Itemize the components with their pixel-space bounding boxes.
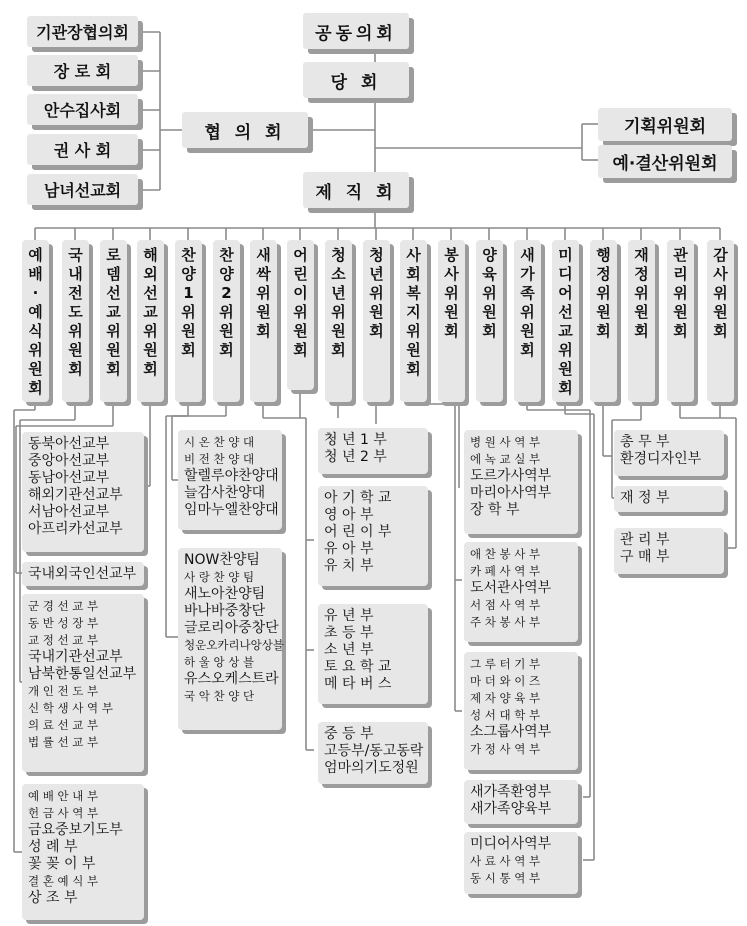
department-item: 유 치 부 — [324, 558, 374, 574]
committee-column — [363, 240, 390, 402]
department-item: 주 차 봉 사 부 — [470, 615, 541, 629]
department-item: 동북아선교부 — [28, 436, 110, 452]
department-item: 아 기 학 교 — [324, 490, 392, 506]
left-body-label: 장 로 회 — [53, 62, 112, 81]
left-body-1 — [27, 55, 138, 86]
left-body-label: 기관장협의회 — [36, 23, 129, 42]
education-3-list — [318, 722, 428, 784]
committee-column — [514, 240, 541, 402]
committee-name: 해 외 선 교 위 원 회 — [143, 246, 158, 378]
department-item: 영 아 부 — [324, 507, 374, 523]
education-1-list — [318, 486, 428, 586]
committee-column — [476, 240, 503, 402]
department-item: 고등부/동고동락 — [324, 743, 424, 759]
department-item: 병 원 사 역 부 — [470, 435, 541, 449]
finance-list — [614, 486, 724, 512]
department-item: 사 료 사 역 부 — [470, 854, 541, 868]
department-item: 초 등 부 — [324, 625, 374, 641]
department-item: 남북한통일선교부 — [28, 666, 137, 682]
choirs-2-list — [178, 548, 282, 730]
joint-council-box — [303, 13, 409, 49]
department-item: NOW찬양팀 — [184, 552, 260, 568]
session-box — [303, 62, 409, 98]
budget-committee-label: 예·결산위원회 — [612, 154, 718, 174]
department-item: 가 정 사 역 부 — [470, 742, 541, 756]
committee-name: 봉 사 위 원 회 — [444, 246, 459, 340]
department-item: 교 정 선 교 부 — [28, 633, 99, 647]
service-list — [464, 430, 578, 534]
department-item: 미디어사역부 — [470, 836, 552, 852]
committee-column — [137, 240, 164, 402]
department-item: 마리아사역부 — [470, 485, 552, 501]
committee-name: 새 싹 위 원 회 — [256, 246, 271, 340]
department-item: 환경디자인부 — [620, 451, 702, 467]
department-item: 도르가사역부 — [470, 468, 552, 484]
committee-column — [552, 240, 579, 402]
committee-column — [62, 240, 89, 402]
committee-column — [325, 240, 352, 402]
committee-name: 찬 양 1 위 원 회 — [181, 246, 196, 359]
department-item: 늘감사찬양대 — [184, 485, 266, 501]
department-item: 동 시 통 역 부 — [470, 871, 541, 885]
department-item: 메 타 버 스 — [324, 676, 392, 692]
left-body-0 — [27, 16, 138, 47]
association-label: 협 의 회 — [204, 122, 286, 143]
committee-column — [438, 240, 465, 402]
department-item: 새가족환영부 — [470, 784, 552, 800]
department-item: 국 악 찬 양 단 — [184, 689, 255, 703]
committee-column — [250, 240, 277, 402]
department-item: 토 요 학 교 — [324, 659, 392, 675]
outreach-list — [464, 542, 578, 642]
committee-name: 청 년 위 원 회 — [369, 246, 384, 340]
session-label: 당 회 — [330, 72, 382, 93]
department-item: 결 혼 예 식 부 — [28, 874, 99, 888]
committee-name: 양 육 위 원 회 — [482, 246, 497, 340]
department-item: 시 온 찬 양 대 — [184, 435, 255, 449]
department-item: 청운오카리나앙상블 — [184, 638, 284, 652]
department-item: 꽃 꽂 이 부 — [28, 856, 96, 872]
department-item: 관 리 부 — [620, 532, 670, 548]
department-item: 청 년 2 부 — [324, 449, 387, 465]
youth-groups-list — [318, 428, 428, 474]
department-item: 소 년 부 — [324, 642, 374, 658]
committee-column — [100, 240, 127, 402]
department-item: 소그룹사역부 — [470, 724, 552, 740]
committee-name: 미 디 어 선 교 위 원 회 — [558, 246, 573, 397]
department-item: 헌 금 사 역 부 — [28, 806, 99, 820]
department-item: 청 년 1 부 — [324, 432, 387, 448]
staff-label: 제 직 회 — [315, 182, 397, 203]
committee-column — [213, 240, 240, 402]
committee-name: 새 가 족 위 원 회 — [520, 246, 535, 359]
committee-name: 감 사 위 원 회 — [713, 246, 728, 340]
intl-missions-list — [22, 432, 144, 552]
department-item: 동 반 성 장 부 — [28, 616, 99, 630]
department-item: 국내기관선교부 — [28, 649, 123, 665]
committee-name: 관 리 위 원 회 — [673, 246, 688, 340]
nurture-list — [464, 652, 578, 770]
committee-column — [22, 240, 49, 402]
department-item: 카 페 사 역 부 — [470, 564, 541, 578]
left-body-label: 남녀선교회 — [43, 181, 122, 200]
department-item: 사 랑 찬 양 팀 — [184, 570, 255, 584]
media-list — [464, 832, 578, 894]
department-item: 신 학 생 사 역 부 — [28, 701, 113, 715]
left-body-4 — [27, 174, 138, 205]
department-item: 해외기관선교부 — [28, 487, 123, 503]
facilities-list — [614, 528, 724, 574]
left-body-2 — [27, 94, 138, 125]
department-item: 동남아선교부 — [28, 470, 110, 486]
department-item: 구 매 부 — [620, 549, 670, 565]
committee-name: 재 정 위 원 회 — [634, 246, 649, 340]
department-item: 재 정 부 — [620, 490, 670, 506]
department-item: 그 루 터 기 부 — [470, 657, 541, 671]
left-body-label: 권 사 회 — [53, 141, 112, 160]
choirs-1-list — [178, 430, 282, 530]
department-item: 국내외국인선교부 — [28, 566, 137, 582]
department-item: 서남아선교부 — [28, 504, 110, 520]
department-item: 유스오케스트라 — [184, 671, 279, 687]
joint-council-label: 공동의회 — [315, 23, 397, 44]
domestic-foreign-list — [22, 562, 144, 586]
newcomers-list — [464, 780, 578, 824]
committee-column — [175, 240, 202, 402]
department-item: 법 률 선 교 부 — [28, 735, 99, 749]
department-item: 성 서 대 학 부 — [470, 708, 541, 722]
department-item: 마 더 와 이 즈 — [470, 674, 541, 688]
committee-name: 행 정 위 원 회 — [596, 246, 611, 340]
domestic-evangelism-list — [22, 594, 144, 772]
department-item: 도서관사역부 — [470, 580, 552, 596]
department-item: 애 찬 봉 사 부 — [470, 547, 541, 561]
department-item: 할렐루야찬양대 — [184, 468, 279, 484]
committee-name: 사 회 복 지 위 원 회 — [406, 246, 421, 378]
committee-column — [590, 240, 617, 402]
committee-name: 찬 양 2 위 원 회 — [219, 246, 234, 359]
department-item: 하 울 앙 상 블 — [184, 655, 255, 669]
staff-box — [303, 172, 409, 208]
department-item: 서 점 사 역 부 — [470, 598, 541, 612]
department-item: 제 자 양 육 부 — [470, 691, 541, 705]
planning-committee-label: 기획위원회 — [623, 117, 707, 137]
department-item: 총 무 부 — [620, 434, 670, 450]
department-item: 엄마의기도정원 — [324, 760, 419, 776]
department-item: 임마누엘찬양대 — [184, 502, 279, 518]
worship-list — [22, 784, 144, 920]
planning-committee-box — [598, 108, 732, 141]
left-body-3 — [27, 134, 138, 165]
department-item: 유 아 부 — [324, 541, 374, 557]
department-item: 중앙아선교부 — [28, 453, 110, 469]
department-item: 비 전 찬 양 대 — [184, 452, 255, 466]
department-item: 상 조 부 — [28, 890, 78, 906]
committee-column — [628, 240, 655, 402]
department-item: 어 린 이 부 — [324, 524, 392, 540]
left-body-label: 안수집사회 — [43, 101, 122, 120]
department-item: 에 녹 교 실 부 — [470, 452, 541, 466]
department-item: 아프리카선교부 — [28, 521, 123, 537]
department-item: 새가족양육부 — [470, 801, 552, 817]
association-box — [182, 112, 308, 148]
department-item: 의 료 선 교 부 — [28, 718, 99, 732]
budget-committee-box — [598, 145, 732, 178]
department-item: 유 년 부 — [324, 608, 374, 624]
department-item: 개 인 전 도 부 — [28, 684, 99, 698]
department-item: 군 경 선 교 부 — [28, 599, 99, 613]
department-item: 글로리아중창단 — [184, 620, 279, 636]
committee-name: 로 뎀 선 교 위 원 회 — [106, 246, 121, 378]
committee-column — [707, 240, 734, 402]
committee-column — [287, 240, 314, 390]
committee-name: 예 배 · 예 식 위 원 회 — [28, 246, 43, 397]
admin-list — [614, 430, 724, 476]
department-item: 예 배 안 내 부 — [28, 789, 99, 803]
department-item: 성 례 부 — [28, 839, 78, 855]
committee-column — [667, 240, 694, 402]
committee-name: 국 내 전 도 위 원 회 — [68, 246, 83, 378]
education-2-list — [318, 604, 428, 704]
department-item: 바나바중창단 — [184, 603, 266, 619]
department-item: 새노아찬양팀 — [184, 586, 266, 602]
department-item: 중 등 부 — [324, 726, 374, 742]
committee-name: 청 소 년 위 원 회 — [331, 246, 346, 359]
department-item: 장 학 부 — [470, 502, 520, 518]
department-item: 금요중보기도부 — [28, 822, 123, 838]
committee-name: 어 린 이 위 원 회 — [293, 246, 308, 359]
committee-column — [400, 240, 427, 402]
